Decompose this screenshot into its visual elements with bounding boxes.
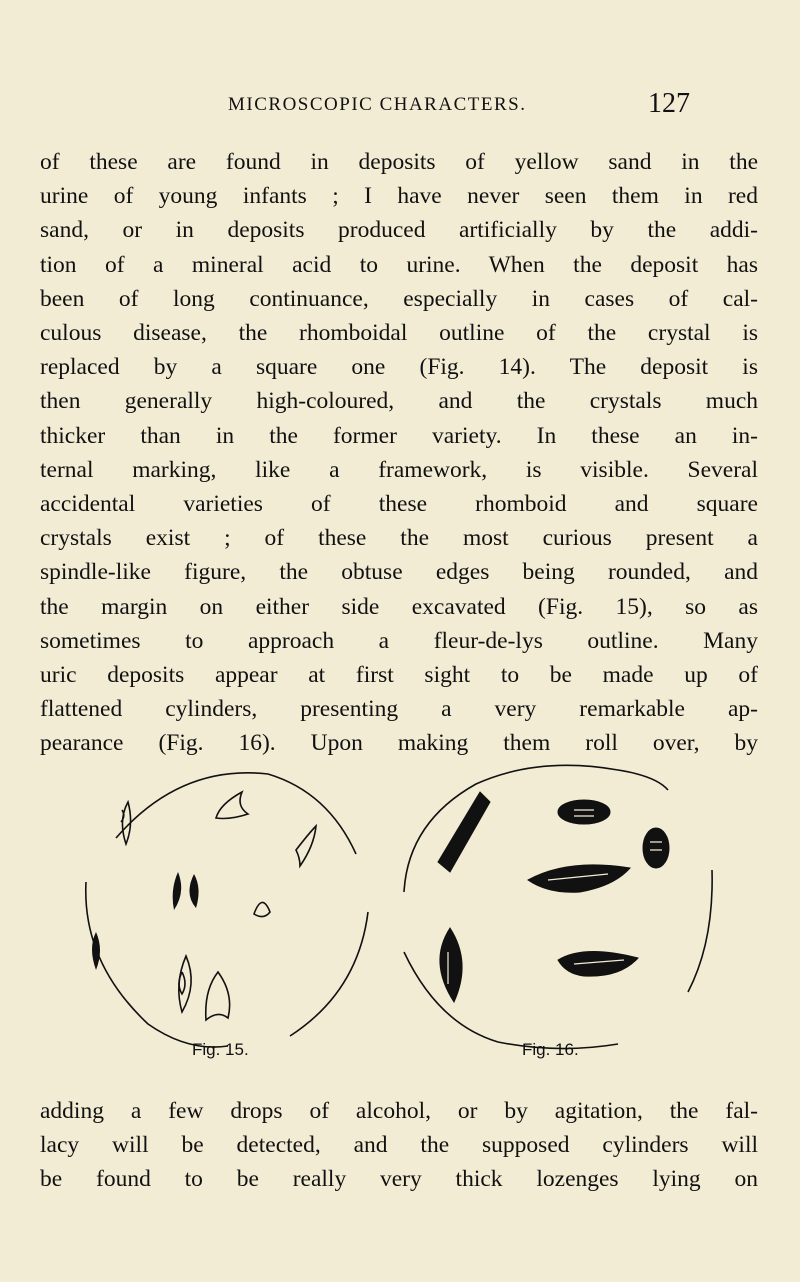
lozenge-crystal xyxy=(440,928,462,1002)
text-line: tion of a mineral acid to urine. When the deposit has xyxy=(40,251,758,278)
spindle-crystal xyxy=(173,872,182,910)
text-line: then generally high-coloured, and the crystals much xyxy=(40,388,758,415)
text-line: ternal marking, like a framework, is visible. Several xyxy=(40,456,758,483)
text-line: accidental varieties of these rhomboid and square xyxy=(40,491,758,518)
page-header xyxy=(0,88,800,128)
text-line: thicker than in the former variety. In these an in- xyxy=(40,422,758,449)
lozenge-crystal xyxy=(528,865,630,892)
field-circle xyxy=(86,882,228,1047)
figure-caption-15: Fig. 15. xyxy=(192,1040,249,1059)
text-line: the margin on either side excavated (Fig. 15), so as xyxy=(40,593,758,620)
paragraph-2 xyxy=(40,1094,758,1197)
text-line: adding a few drops of alcohol, or by agitation, the fal- xyxy=(40,1098,758,1124)
text-line: of these are found in deposits of yellow sand in the xyxy=(40,149,758,175)
text-line: be found to be really very thick lozenges lying on xyxy=(40,1166,758,1193)
spindle-crystal xyxy=(92,932,100,970)
lozenge-crystal xyxy=(643,828,669,868)
text-line: flattened cylinders, presenting a very remarkable ap- xyxy=(40,696,758,723)
text-line: lacy will be detected, and the supposed cylinders will xyxy=(40,1132,758,1159)
text-line: sand, or in deposits produced artificially by the addi- xyxy=(40,217,758,244)
field-circle xyxy=(116,773,356,854)
figure-caption-16: Fig. 16. xyxy=(522,1040,579,1059)
text-line: uric deposits appear at first sight to be made up of xyxy=(40,662,758,689)
lozenge-cylinders-illustration xyxy=(398,762,718,1062)
running-head: MICROSCOPIC CHARACTERS. xyxy=(228,94,527,115)
field-circle xyxy=(290,912,368,1036)
page-number: 127 xyxy=(648,88,690,119)
text-line: replaced by a square one (Fig. 14). The deposit is xyxy=(40,354,758,381)
lozenge-crystal xyxy=(558,951,638,976)
text-line: crystals exist ; of these the most curious present a xyxy=(40,525,758,552)
spindle-crystal xyxy=(216,792,248,819)
lozenge-crystal xyxy=(438,792,490,872)
text-line: urine of young infants ; I have never seen them in red xyxy=(40,183,758,210)
text-line: been of long continuance, especially in cases of cal- xyxy=(40,285,758,312)
field-circle xyxy=(688,870,712,992)
lozenge-crystal xyxy=(558,800,610,824)
paragraph-1 xyxy=(40,145,758,761)
spindle-crystal xyxy=(189,874,198,908)
spindle-crystal xyxy=(296,826,316,866)
spindle-crystals-illustration xyxy=(78,762,374,1062)
field-circle xyxy=(404,765,668,892)
text-line: sometimes to approach a fleur-de-lys outline. Many xyxy=(40,627,758,654)
text-line: pearance (Fig. 16). Upon making them roll over, by xyxy=(40,730,758,757)
text-line: spindle-like figure, the obtuse edges being rounded, and xyxy=(40,559,758,586)
text-line: culous disease, the rhomboidal outline of the crystal is xyxy=(40,320,758,347)
spindle-crystal xyxy=(254,902,270,916)
spindle-crystal xyxy=(206,972,230,1020)
